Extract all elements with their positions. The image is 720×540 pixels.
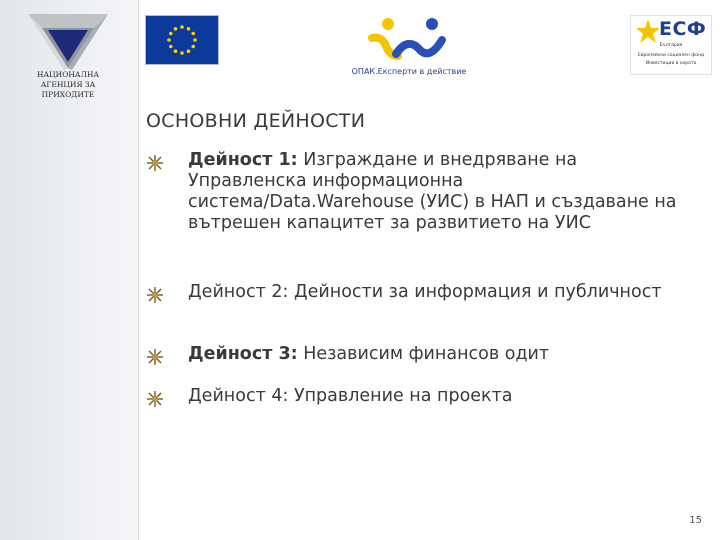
activity-description: Независим финансов одит (297, 344, 550, 364)
esf-title: ЕСФ (659, 18, 707, 40)
opak-logo (338, 14, 480, 80)
esf-star-icon (635, 18, 661, 44)
sunburst-bullet-icon (146, 390, 164, 408)
esf-line-1: Европейски социален фонд (638, 53, 704, 58)
eu-flag-icon (145, 15, 219, 65)
sunburst-bullet-icon (146, 286, 164, 304)
activity-text (188, 282, 688, 303)
vertical-divider (138, 0, 139, 540)
activity-text (188, 386, 688, 407)
activity-label: Дейност 2: (188, 282, 289, 302)
activity-description: Управление на проекта (288, 386, 513, 406)
opak-logo-icon (338, 14, 480, 64)
agency-name-line: ПРИХОДИТЕ (41, 90, 95, 99)
nra-logo-icon (28, 14, 108, 70)
agency-name-line: НАЦИОНАЛНА (36, 70, 100, 79)
eu-stars-icon (146, 16, 218, 64)
activity-text (188, 150, 688, 234)
agency-name-line: АГЕНЦИЯ ЗА (40, 80, 96, 89)
agency-name (20, 70, 116, 100)
esf-subtitle: България (659, 43, 683, 48)
sunburst-bullet-icon (146, 348, 164, 366)
page-number: 15 (689, 515, 702, 526)
page-title: ОСНОВНИ ДЕЙНОСТИ (146, 110, 366, 132)
opak-caption: ОПАК.Експерти в действие (351, 67, 467, 76)
activity-label: Дейност 4: (188, 386, 289, 406)
esf-line-2: Инвестиции в хората (645, 61, 697, 66)
activity-label: Дейност 3: (188, 344, 298, 364)
activity-description: Изграждане и внедряване на Управленска информационна система/Data.Warehouse (УИС) в НАП и създаване на вътрешен капацитет за развитието на УИС (188, 150, 677, 233)
activity-description: Дейности за информация и публичност (288, 282, 662, 302)
sunburst-bullet-icon (146, 154, 164, 172)
activity-text (188, 344, 688, 365)
activity-label: Дейност 1: (188, 150, 298, 170)
esf-logo (630, 15, 712, 75)
